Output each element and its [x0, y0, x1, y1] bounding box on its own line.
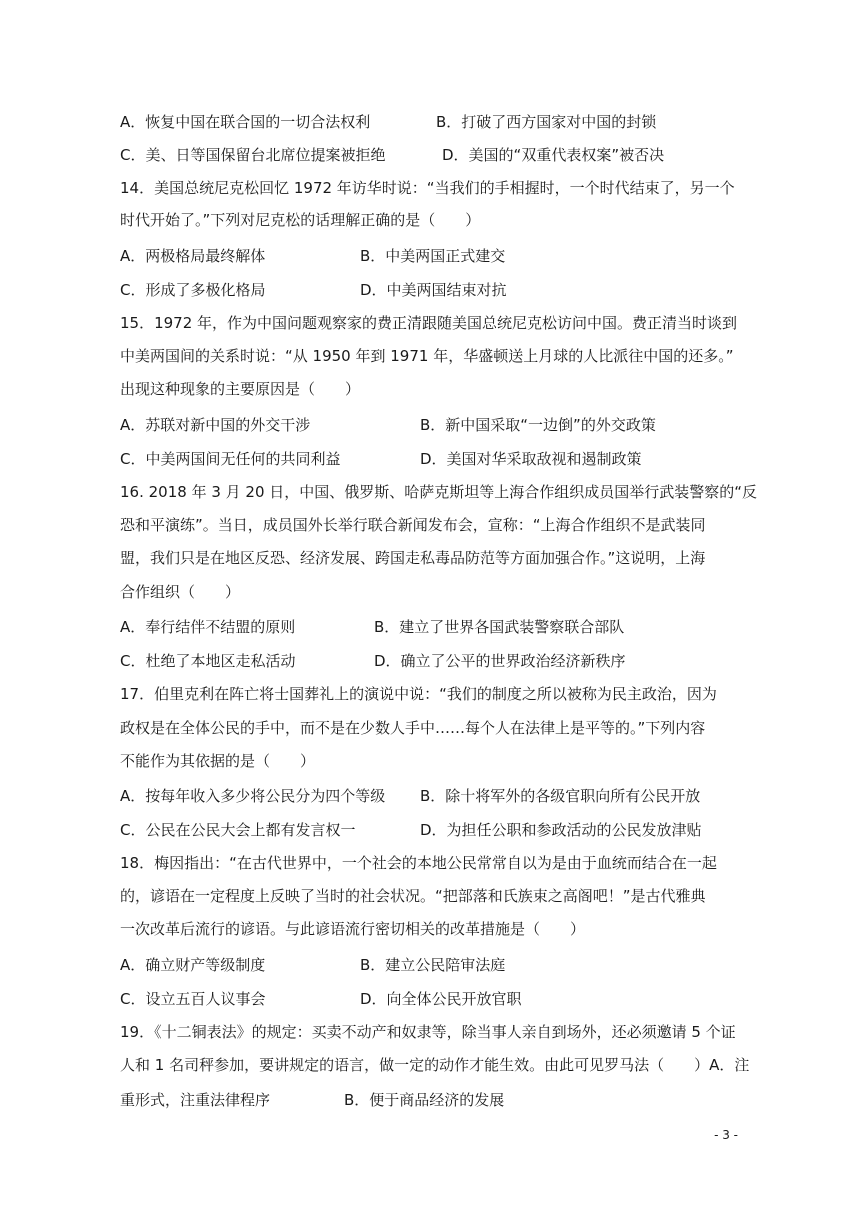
question-17-line-1: 17．伯里克利在阵亡将士国葬礼上的演说中说：“我们的制度之所以被称为民主政治，因为	[120, 685, 717, 703]
question-16-line-2: 恐和平演练”。当日，成员国外长举行联合新闻发布会，宣称：“上海合作组织不是武装同	[120, 516, 706, 534]
question-18-line-3: 一次改革后流行的谚语。与此谚语流行密切相关的改革措施是（ ）	[120, 920, 586, 938]
option-c: C．中美两国间无任何的共同利益	[120, 450, 341, 468]
option-a: A．两极格局最终解体	[120, 247, 266, 265]
option-a-continued: 重形式，注重法律程序	[120, 1091, 271, 1109]
question-14-line-1: 14．美国总统尼克松回忆 1972 年访华时说：“当我们的手相握时，一个时代结束了，另一个	[120, 179, 735, 197]
question-16-line-4: 合作组织（ ）	[120, 583, 241, 601]
option-d: D．为担任公职和参政活动的公民发放津贴	[420, 821, 702, 839]
question-17-line-2: 政权是在全体公民的手中，而不是在少数人手中……每个人在法律上是平等的。”下列内容	[120, 719, 706, 737]
option-b: B．打破了西方国家对中国的封锁	[436, 113, 657, 131]
option-d: D．中美两国结束对抗	[360, 281, 507, 299]
option-d: D．向全体公民开放官职	[360, 990, 522, 1008]
option-a: A．确立财产等级制度	[120, 956, 266, 974]
question-18-line-2: 的，谚语在一定程度上反映了当时的社会状况。“把部落和氏族束之高阁吧！”是古代雅典	[120, 887, 706, 905]
question-17-line-3: 不能作为其依据的是（ ）	[120, 752, 316, 770]
option-b: B．建立了世界各国武装警察联合部队	[374, 618, 625, 636]
option-a: A．奉行结伴不结盟的原则	[120, 618, 296, 636]
option-a: A．恢复中国在联合国的一切合法权利	[120, 113, 371, 131]
option-c: C．杜绝了本地区走私活动	[120, 652, 296, 670]
question-14-line-2: 时代开始了。”下列对尼克松的话理解正确的是（ ）	[120, 211, 481, 229]
option-b: B．中美两国正式建交	[360, 247, 506, 265]
option-c: C．公民在公民大会上都有发言权一	[120, 821, 356, 839]
question-15-line-2: 中美两国间的关系时说：“从 1950 年到 1971 年，华盛顿送上月球的人比派往中国的还多。”	[120, 347, 734, 365]
option-c: C．美、日等国保留台北席位提案被拒绝	[120, 146, 386, 164]
option-b: B．便于商品经济的发展	[344, 1091, 505, 1109]
option-c: C．形成了多极化格局	[120, 281, 266, 299]
question-15-line-1: 15．1972 年，作为中国问题观察家的费正清跟随美国总统尼克松访问中国。费正清当时谈到	[120, 314, 738, 332]
option-d: D．美国的“双重代表权案”被否决	[442, 146, 665, 164]
question-15-line-3: 出现这种现象的主要原因是（ ）	[120, 380, 361, 398]
option-d: D．确立了公平的世界政治经济新秩序	[374, 652, 626, 670]
question-19-line-2: 人和 1 名司秤参加，要讲规定的语言，做一定的动作才能生效。由此可见罗马法（ ）A．注	[120, 1056, 750, 1074]
option-b: B．新中国采取“一边倒”的外交政策	[420, 416, 656, 434]
option-b: B．除十将军外的各级官职向所有公民开放	[420, 787, 701, 805]
option-c: C．设立五百人议事会	[120, 990, 266, 1008]
option-b: B．建立公民陪审法庭	[360, 956, 506, 974]
option-a: A．苏联对新中国的外交干涉	[120, 416, 311, 434]
question-18-line-1: 18．梅因指出：“在古代世界中，一个社会的本地公民常常自以为是由于血统而结合在一起	[120, 854, 717, 872]
question-16-line-3: 盟，我们只是在地区反恐、经济发展、跨国走私毒品防范等方面加强合作。”这说明，上海	[120, 549, 706, 567]
option-d: D．美国对华采取敌视和遏制政策	[420, 450, 642, 468]
question-16-line-1: 16. 2018 年 3 月 20 日，中国、俄罗斯、哈萨克斯坦等上海合作组织成员国举行武装警察的“反	[120, 483, 758, 501]
option-a: A．按每年收入多少将公民分为四个等级	[120, 787, 386, 805]
question-19-line-1: 19．《十二铜表法》的规定：买卖不动产和奴隶等，除当事人亲自到场外，还必须邀请 5 个证	[120, 1023, 736, 1041]
page-number: - 3 -	[714, 1128, 738, 1142]
